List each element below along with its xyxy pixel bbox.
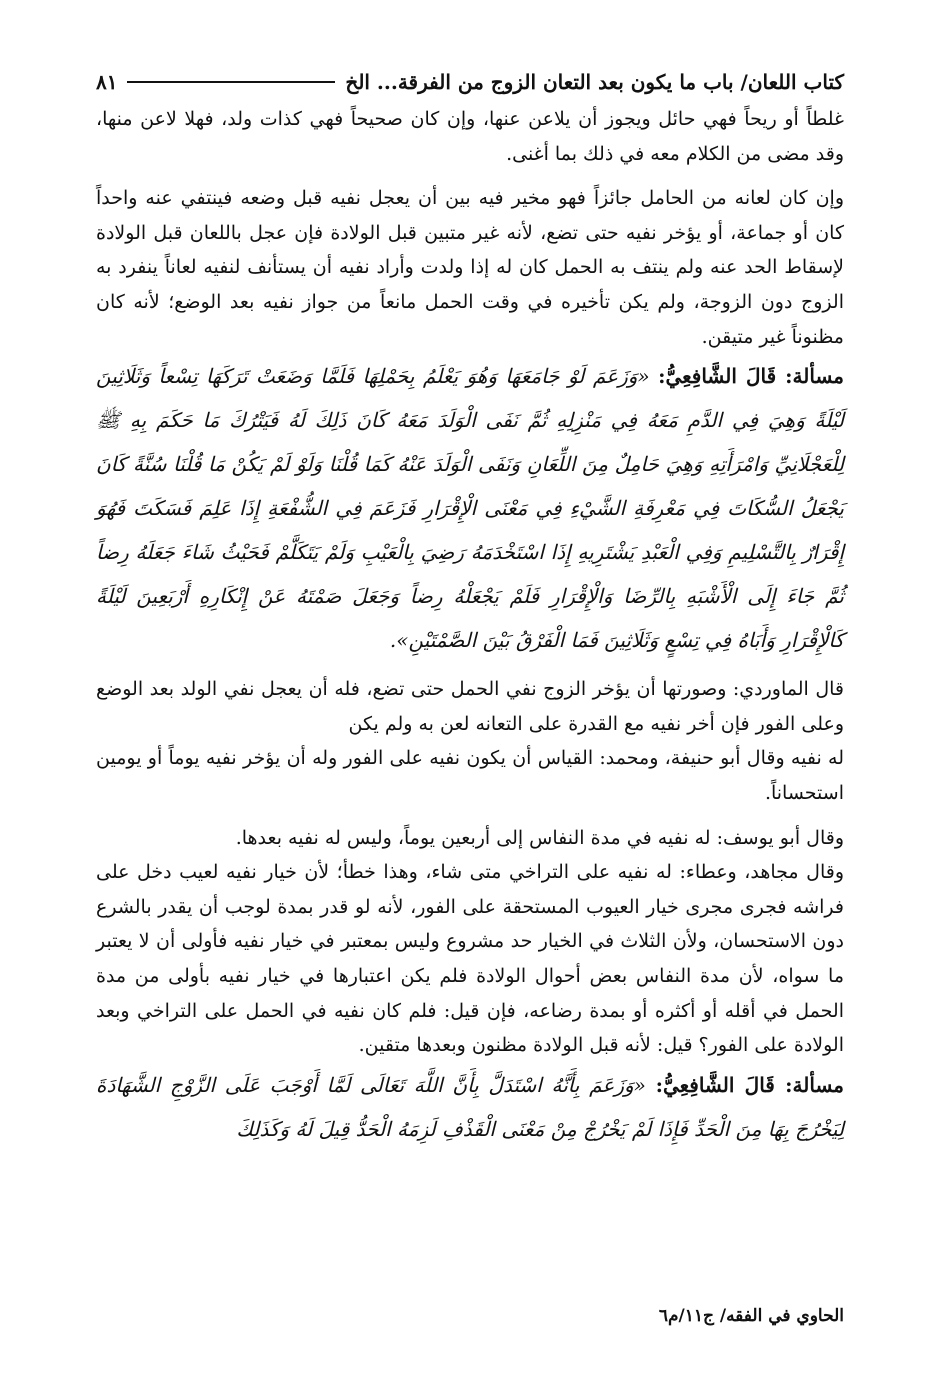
paragraph-6: وقال أبو يوسف: له نفيه في مدة النفاس إلى أربعين يوماً، وليس له نفيه بعدها. [235, 826, 844, 849]
masala-label: مسألة: قَالَ الشَّافِعِيُّ: [658, 364, 845, 389]
paragraph-5: له نفيه وقال أبو حنيفة، ومحمد: القياس أن يكون نفيه على الفور وله أن يؤخر نفيه يوماً أو يومين استحساناً. [96, 747, 844, 804]
paragraph-2: وإن كان لعانه من الحامل جائزاً فهو مخير فيه بين أن يعجل نفيه قبل وضعه فينتفي عنه واحداً كان أو جماعة، أو يؤخر نفيه حتى تضع، لأنه غير متبين قبل الولادة فإن عجل باللعان قبل الولادة لإسقاط الحد عنه ولم ينتف به الحمل كان له إذا ولدت وأراد نفيه أن يستأنف لنفيه لعاناً ينفرد به الزوج دون الزوجة، ولم يكن تأخيره في وقت الحمل مانعاً من جواز نفيه بعد الوضع؛ لأنه كان مظنوناً غير متيقن. [96, 187, 844, 348]
paragraph-4: قال الماوردي: وصورتها أن يؤخر الزوج نفي الحمل حتى تضع، فله أن يعجل نفي الولد بعد الوضع وعلى الفور فإن أخر نفيه مع القدرة على التعانه لعن به ولم يكن [96, 678, 844, 735]
page-number: ٨١ [96, 70, 118, 94]
masala-2 [96, 1063, 844, 1151]
masala-1 [96, 354, 844, 662]
running-header [96, 62, 844, 102]
shafii-quote: «وَزَعَمَ لَوْ جَامَعَهَا وَهُوَ يَعْلَمُ بِحَمْلِهَا فَلَمَّا وَضَعَتْ تَرَكَهَا تِسْعاً وَثَلَاثِينَ لَيْلَةً وَهِيَ فِي الدَّمِ مَعَهُ فِي مَنْزِلِهِ ثُمَّ نَفَى الْوَلَدَ مَعَهُ كَانَ ذَلِكَ لَهُ فَيَتْرُكَ مَا حَكَمَ بِهِ ﷺ لِلْعَجْلَانِيِّ وَامْرَأَتِهِ وَهِيَ حَامِلٌ مِنَ اللِّعَانِ وَنَفَى الْوَلَدَ عَنْهُ كَمَا قُلْنَا وَلَوْ لَمْ يَكُنْ مَا قُلْنَا سُنَّةً كَانَ يَجْعَلُ السُّكَاتَ فِي مَعْرِفَةِ الشَّيْءِ فِي مَعْنَى الْإِقْرَارِ فَزَعَمَ فِي الشُّفْعَةِ إِذَا عَلِمَ فَسَكَتَ فَهُوَ إِقْرَارٌ بِالتَّسْلِيمِ وَفِي الْعَبْدِ يَشْتَرِيهِ إِذَا اسْتَخْدَمَهُ رَضِيَ بِالْعَيْبِ وَلَمْ يَتَكَلَّمْ فَحَيْثُ شَاءَ جَعَلَهُ رِضاً ثُمَّ جَاءَ إِلَى الْأَشْبَهِ بِالرِّضَا وَالْإِقْرَارِ فَلَمْ يَجْعَلْهُ رِضاً وَجَعَلَ صَمْتَهُ عَنْ إِنْكَارِهِ أَرْبَعِينَ لَيْلَةً كَالْإِقْرَارِ وَأَبَاهُ فِي تِسْعٍ وَثَلَاثِينَ فَمَا الْفَرْقُ بَيْنَ الصَّمْتَيْنِ». [96, 364, 844, 653]
page [96, 62, 844, 1151]
paragraph-7: وقال مجاهد، وعطاء: له نفيه على التراخي متى شاء، وهذا خطأ؛ لأن خيار نفيه لعيب دخل على فراشه فجرى مجرى خيار العيوب المستحقة على الفور، لأنه لو قدر بمدة لوجب أن يقدر بالشرع دون الاستحسان، ولأن الثلاث في الخيار حد مشروع وليس بمعتبر في خيار نفيه فأولى أن لا يعتبر ما سواه، لأن مدة النفاس بعض أحوال الولادة فلم يكن اعتبارها في خيار نفيه بأولى من مدة الحمل في أقله أو أكثره أو بمدة رضاعه، فإن قيل: فلم كان نفيه في الحمل على التراخي وبعد الولادة على الفور؟ قيل: لأنه قبل الولادة مظنون وبعدها متقين. [96, 861, 844, 1057]
header-rule [127, 81, 335, 83]
footer-signature: الحاوي في الفقه/ ج١١/م٦ [658, 1306, 844, 1326]
header-title: كتاب اللعان/ باب ما يكون بعد التعان الزوج من الفرقة... الخ [345, 70, 844, 94]
shafii-quote: «وَزَعَمَ بِأَنَّهُ اسْتَدَلَّ بِأَنَّ اللَّهَ تَعَالَى لَمَّا أَوْجَبَ عَلَى الزَّوْجِ الشَّهَادَةَ لِيَخْرُجَ بِهَا مِنَ الْحَدِّ فَإِذَا لَمْ يَخْرُجْ مِنْ مَعْنَى الْقَذْفِ لَزِمَهُ الْحَدُّ قِيلَ لَهُ وَكَذَلِكَ [96, 1072, 844, 1141]
masala-label: مسألة: قَالَ الشَّافِعِيُّ: [655, 1072, 844, 1097]
paragraph-1: غلطاً أو ريحاً فهي حائل ويجوز أن يلاعن عنها، وإن كان صحيحاً فهي كذات ولد، فهلا لاعن منها، وقد مضى من الكلام معه في ذلك بما أغنى. [96, 108, 844, 165]
